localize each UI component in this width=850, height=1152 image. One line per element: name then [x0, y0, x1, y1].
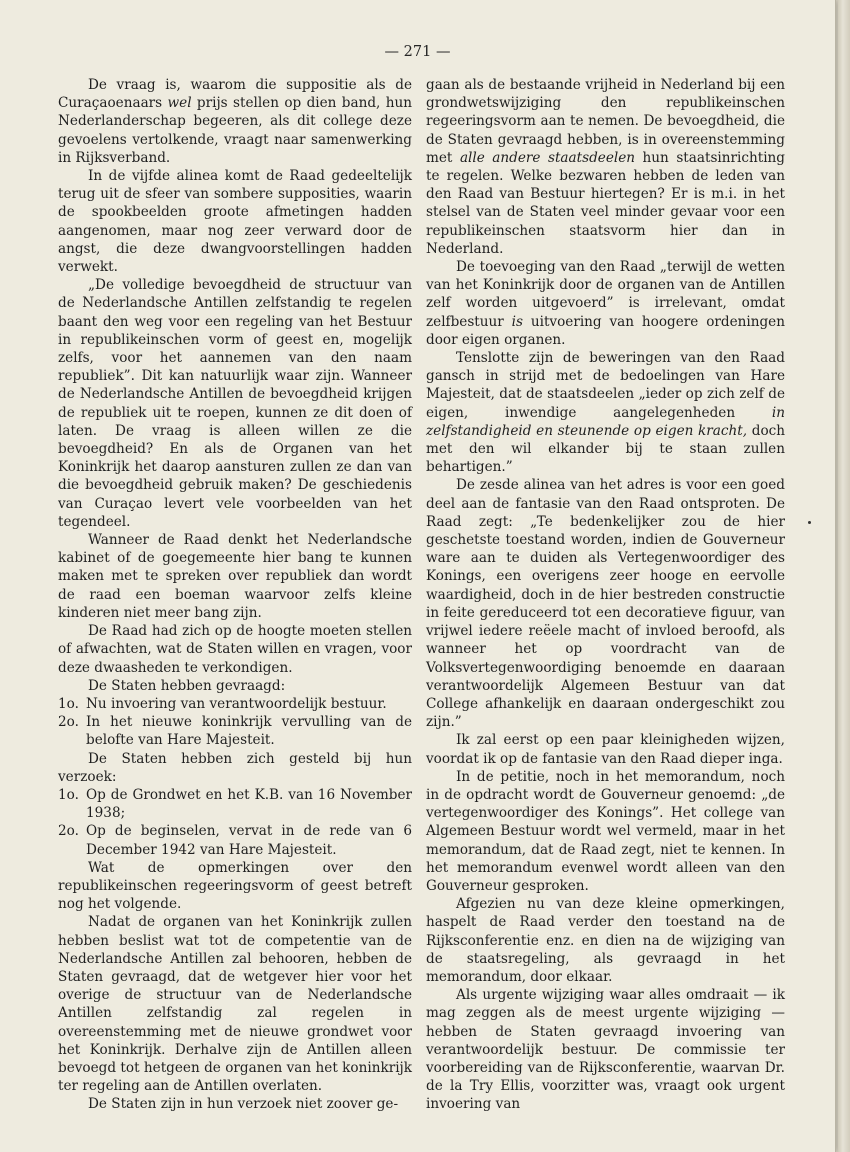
text-run: gaan als de bestaande vrijheid in Nederland bij een grondwetswijziging den republikeinschen regeeringsvorm aan te nemen. De bevoegdheid, die de Staten gevraagd hebben, is in overeenstemming met	[426, 77, 785, 166]
paragraph: In de petitie, noch in het memorandum, noch in de opdracht wordt de Gouverneur genoemd: „de vertegenwoordiger des Konings”. Het college van Algemeen Bestuur wordt wel vermeld, maar in het memorandum, dat de Raad zegt, niet te kennen. In het memorandum evenwel wordt alleen van den Gouverneur gesproken.	[426, 768, 785, 894]
list-item-number: 2o.	[58, 823, 79, 840]
paragraph-continuation	[426, 76, 785, 258]
list-item	[58, 822, 412, 858]
paragraph: Nadat de organen van het Koninkrijk zullen hebben beslist wat tot de competentie van de Nederlandsche Antillen zal behooren, hebben de Staten gevraagd, dat de wetgever hier voor het overige de structuur van de Nederlandsche Antillen zelfstandig zal regelen in overeenstemming met de nieuwe grondwet voor het Koninkrijk. Derhalve zijn de Antillen alleen bevoegd tot hetgeen de organen van het koninkrijk ter regeling aan de Antillen overlaten.	[58, 914, 412, 1095]
paragraph: Als urgente wijziging waar alles omdraait — ik mag zeggen als de meest urgente wijziging — hebben de Staten gevraagd invoering van verantwoordelijk bestuur. De commissie ter voorbereiding van de Rijksconferentie, waarvan Dr. de la Try Ellis, voorzitter was, vraagt ook urgent invoering van	[426, 987, 785, 1113]
paragraph: De Staten hebben gevraagd:	[88, 677, 286, 694]
paragraph: In de vijfde alinea komt de Raad gedeeltelijk terug uit de sfeer van sombere supposities, waarin de spookbeelden groote afmetingen hadden aangenomen, maar nog zeer verward door de angst, die deze dwangvoorstellingen hadden verwekt.	[58, 168, 412, 276]
paragraph	[426, 258, 785, 349]
list-item-number: 1o.	[58, 786, 79, 803]
emphasis-text: wel	[167, 95, 192, 112]
left-column	[58, 76, 412, 1114]
list-item-text: Op de beginselen, vervat in de rede van 6 December 1942 van Hare Majesteit.	[86, 823, 412, 858]
paragraph	[426, 349, 785, 476]
text-run: De toevoeging van den Raad „terwijl de wetten van het Koninkrijk door de organen van de Antillen zelf worden uitgevoerd” is irrelevant, omdat zelfbestuur	[426, 259, 785, 330]
paragraph: Wanneer de Raad denkt het Nederlandsche kabinet of de goegemeente hier bang te kunnen maken met te spreken over republiek dan wordt de raad een boeman waarvoor zelfs kleine kinderen niet meer bang zijn.	[58, 532, 412, 621]
text-run: uitvoering van hoogere ordeningen door eigen organen.	[426, 313, 785, 348]
page-number: — 271 —	[384, 44, 451, 60]
paragraph: Ik zal eerst op een paar kleinigheden wijzen, voordat ik op de fantasie van den Raad dieper inga.	[426, 732, 785, 767]
right-column	[426, 76, 785, 1114]
paragraph: De Staten hebben zich gesteld bij hun verzoek:	[58, 750, 412, 785]
list-item-text: In het nieuwe koninkrijk vervulling van de belofte van Hare Majesteit.	[86, 714, 412, 749]
list-item	[58, 695, 412, 713]
list-item-number: 2o.	[58, 714, 79, 731]
paragraph: Wat de opmerkingen over den republikeinschen regeeringsvorm of geest betreft nog het volgende.	[58, 859, 412, 913]
emphasis-text: alle andere staatsdeelen	[459, 149, 636, 166]
list-item-number: 1o.	[58, 695, 79, 712]
paragraph: De zesde alinea van het adres is voor een goed deel aan de fantasie van den Raad ontsproten. De Raad zegt: „Te bedenkelijker zou de hier geschetste toestand worden, indien de Gouverneur ware aan te duiden als Vertegenwoordiger des Konings, een overigens zeer hooge en eervolle waardigheid, doch in de hier bestreden constructie in feite gereduceerd tot een decoratieve figuur, van vrijwel iedere reëele macht of invloed beroofd, als wanneer het op voordracht van de Volksvertegenwoordiging benoemde en daaraan verantwoordelijk Algemeen Bestuur van dat College afhankelijk en daaraan ondergeschikt zou zijn.”	[426, 477, 785, 731]
ink-spot	[808, 521, 811, 524]
paragraph: „De volledige bevoegdheid de structuur van de Nederlandsche Antillen zelfstandig te regelen baant den weg voor een regeling van het Bestuur in republikeinschen vorm of geest en, mogelijk zelfs, voor het aannemen van den naam republiek”. Dit kan natuurlijk waar zijn. Wanneer de Nederlandsche Antillen de bevoegdheid krijgen de republiek uit te roepen, kunnen ze dit doen of laten. De vraag is alleen willen ze die bevoegdheid? En als de Organen van het Koninkrijk het daarop aansturen zullen ze dan van die bevoegdheid gebruik maken? De geschiedenis van Curaçao levert vele voorbeelden van het tegendeel.	[58, 277, 412, 530]
paragraph	[58, 76, 412, 167]
list-item	[58, 786, 412, 822]
list-item-text: Op de Grondwet en het K.B. van 16 November 1938;	[86, 786, 412, 822]
paragraph: De Staten zijn in hun verzoek niet zoover ge-	[88, 1096, 399, 1113]
text-run: De vraag is, waarom die suppositie als de Curaçaoenaars	[58, 77, 412, 112]
paragraph: Afgezien nu van deze kleine opmerkingen, haspelt de Raad verder den toestand na de Rijksconferentie enz. en dien na de wijziging van de staatsregeling, als gevraagd in het memorandum, door elkaar.	[426, 896, 785, 985]
page-edge	[838, 0, 850, 1152]
paragraph: De Raad had zich op de hoogte moeten stellen of afwachten, wat de Staten willen en vragen, voor deze dwaasheden te verkondigen.	[58, 623, 412, 676]
emphasis-text: in zelfstandigheid en steunende op eigen kracht,	[426, 404, 785, 439]
list-item	[58, 713, 412, 749]
text-run: doch met den wil elkander bij te staan zullen behartigen.”	[426, 422, 786, 476]
list-item-text: Nu invoering van verantwoordelijk bestuur.	[86, 695, 387, 712]
text-run: prijs stellen op dien band, hun Nederlanderschap begeeren, als dit college deze gevoelens vertolkende, vraagt naar samenwerking in Rijksverband.	[58, 95, 413, 166]
text-run: hun staatsinrichting te regelen. Welke bezwaren hebben de leden van den Raad van Bestuur hiertegen? Er is m.i. in het stelsel van de Staten veel minder gevaar voor een republikeinschen staatsvorm hier dan in Nederland.	[426, 149, 786, 257]
text-run: Tenslotte zijn de beweringen van den Raad gansch in strijd met de bedoelingen van Hare Majesteit, dat de staatsdeelen „ieder op zich zelf de eigen, inwendige aangelegenheden	[426, 350, 785, 421]
emphasis-text: is	[511, 313, 523, 330]
